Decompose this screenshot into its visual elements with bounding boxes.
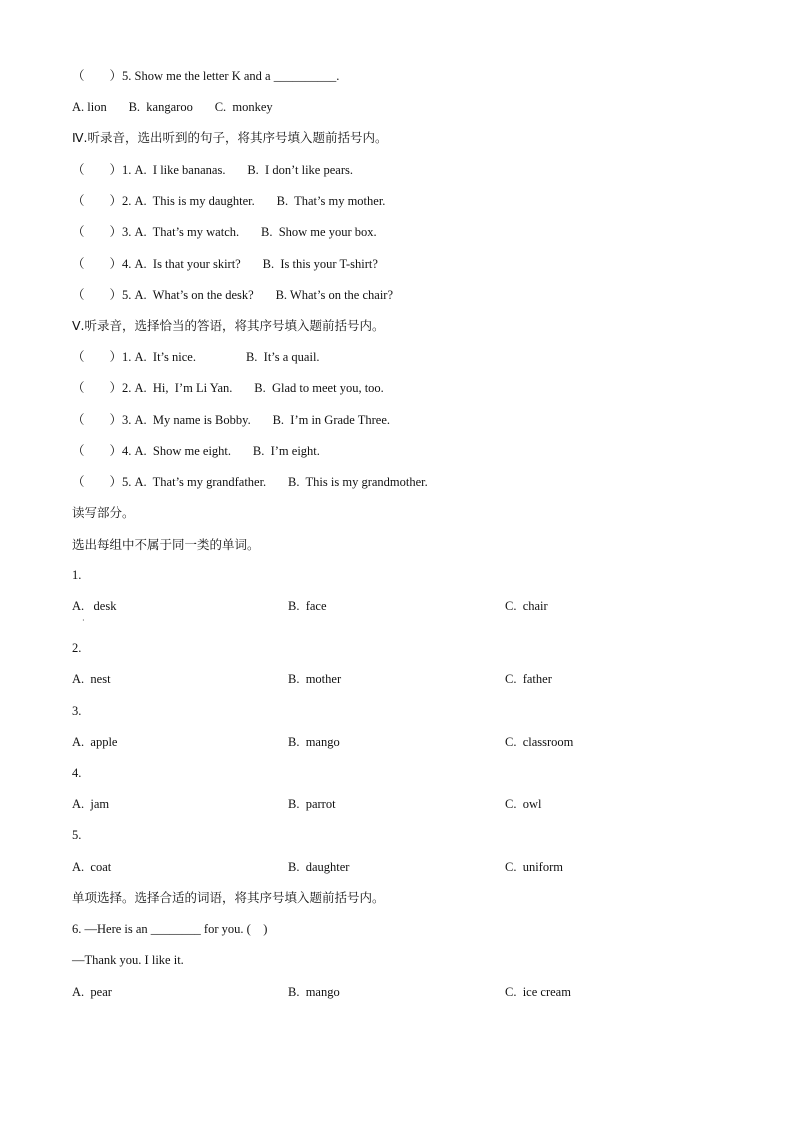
question-text: （ ）5. Show me the letter K and a __________. [72, 69, 340, 83]
question-text: （ ）5. A. That’s my grandfather. B. This is my grandmother. [72, 475, 428, 489]
section-heading: 单项选择。选择合适的词语，将其序号填入题前括号内。 [72, 890, 385, 905]
question-number: 5. [72, 828, 82, 842]
question-text: （ ）5. A. What’s on the desk? B. What’s on the chair? [72, 288, 394, 302]
question-text: （ ）2. A. This is my daughter. B. That’s my mother. [72, 194, 386, 208]
question-text: （ ）4. A. Show me eight. B. I’m eight. [72, 444, 320, 458]
question-text: （ ）3. A. That’s my watch. B. Show me your box. [72, 225, 377, 239]
option-b: B. daughter [288, 860, 350, 874]
option-b: B. mango [288, 985, 340, 999]
section-heading: Ⅳ.听录音，选出听到的句子，将其序号填入题前括号内。 [72, 130, 388, 145]
question-number: 4. [72, 766, 82, 780]
question-text: —Thank you. I like it. [72, 953, 184, 967]
option-a: A. coat [72, 860, 112, 874]
option-b: B. face [288, 599, 327, 613]
option-a: A. desk [72, 599, 117, 613]
part-heading: 读写部分。 [72, 505, 135, 520]
question-number: 1. [72, 568, 82, 582]
answer-options: A. lion B. kangaroo C. monkey [72, 100, 273, 114]
question-text: （ ）1. A. It’s nice. B. It’s a quail. [72, 350, 320, 364]
option-b: B. mother [288, 672, 342, 686]
section-heading: Ⅴ.听录音，选择恰当的答语，将其序号填入题前括号内。 [72, 318, 385, 333]
option-b: B. mango [288, 735, 340, 749]
question-text: （ ）1. A. I like bananas. B. I don’t like pears. [72, 163, 353, 177]
question-number: 2. [72, 641, 82, 655]
question-text: （ ）4. A. Is that your skirt? B. Is this your T-shirt? [72, 257, 378, 271]
option-c: C. uniform [505, 860, 563, 874]
question-text: 6. —Here is an ________ for you. ( ) [72, 922, 268, 936]
option-a: A. jam [72, 797, 110, 811]
stray-mark: · [82, 616, 85, 625]
option-c: C. chair [505, 599, 548, 613]
section-heading: 选出每组中不属于同一类的单词。 [72, 537, 260, 552]
option-a: A. nest [72, 672, 111, 686]
option-c: C. owl [505, 797, 542, 811]
option-a: A. pear [72, 985, 112, 999]
question-text: （ ）2. A. Hi, I’m Li Yan. B. Glad to meet you, too. [72, 381, 384, 395]
option-c: C. classroom [505, 735, 574, 749]
question-number: 3. [72, 704, 82, 718]
option-b: B. parrot [288, 797, 336, 811]
option-c: C. father [505, 672, 552, 686]
option-a: A. apple [72, 735, 118, 749]
option-c: C. ice cream [505, 985, 571, 999]
question-text: （ ）3. A. My name is Bobby. B. I’m in Grade Three. [72, 413, 391, 427]
